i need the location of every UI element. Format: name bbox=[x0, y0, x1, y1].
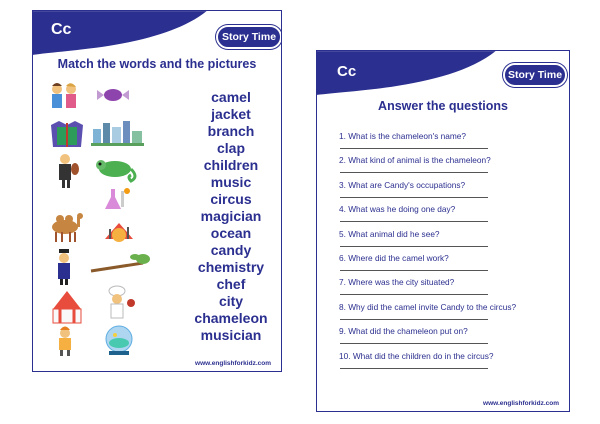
word-item: chameleon bbox=[194, 310, 268, 326]
word-item: city bbox=[218, 293, 244, 309]
city-icon bbox=[91, 121, 144, 146]
answer-line[interactable] bbox=[340, 343, 488, 344]
ocean-icon bbox=[106, 326, 132, 355]
answer-line[interactable] bbox=[340, 197, 488, 198]
question-text: 8. Why did the camel invite Candy to the circus? bbox=[339, 301, 517, 312]
letter-label: Cc bbox=[337, 63, 357, 80]
circus-icon bbox=[53, 291, 81, 323]
question-text: 6. Where did the camel work? bbox=[339, 252, 449, 263]
question-item bbox=[339, 351, 564, 375]
word-item: chemistry bbox=[197, 259, 265, 275]
music-icon bbox=[105, 223, 133, 242]
word-item: jacket bbox=[211, 106, 251, 122]
question-item bbox=[339, 326, 564, 350]
answer-line[interactable] bbox=[340, 270, 488, 271]
word-item: circus bbox=[210, 191, 252, 207]
sheet-title: Answer the questions bbox=[378, 99, 508, 113]
word-item: ocean bbox=[210, 225, 252, 241]
question-item bbox=[339, 277, 564, 301]
question-text: 5. What animal did he see? bbox=[339, 228, 440, 239]
jacket-icon bbox=[51, 121, 83, 147]
word-item: children bbox=[203, 157, 259, 173]
answer-line[interactable] bbox=[340, 368, 488, 369]
word-list bbox=[183, 89, 279, 344]
candy-icon bbox=[97, 89, 129, 101]
questions-worksheet bbox=[316, 50, 570, 412]
answer-line[interactable] bbox=[340, 294, 488, 295]
chameleon-icon bbox=[96, 160, 135, 181]
question-item bbox=[339, 302, 564, 326]
musician-icon bbox=[59, 154, 79, 188]
word-item: branch bbox=[207, 123, 255, 139]
answer-line[interactable] bbox=[340, 148, 488, 149]
question-item bbox=[339, 229, 564, 253]
answer-line[interactable] bbox=[340, 172, 488, 173]
answer-line[interactable] bbox=[340, 246, 488, 247]
sheet-title: Match the words and the pictures bbox=[57, 57, 257, 71]
camel-icon bbox=[52, 213, 83, 242]
chemistry-icon bbox=[105, 188, 130, 209]
word-item: music bbox=[210, 174, 252, 190]
question-text: 2. What kind of animal is the chameleon? bbox=[339, 155, 491, 166]
matching-worksheet bbox=[32, 10, 282, 372]
story-time-badge: Story Time bbox=[216, 25, 282, 49]
question-item bbox=[339, 204, 564, 228]
branch-icon bbox=[91, 254, 150, 271]
word-item: camel bbox=[211, 89, 251, 105]
question-text: 10. What did the children do in the circus? bbox=[339, 350, 494, 361]
children-icon bbox=[52, 83, 76, 108]
letter-label: Cc bbox=[51, 21, 72, 38]
question-item bbox=[339, 131, 564, 155]
question-text: 7. Where was the city situated? bbox=[339, 277, 455, 288]
footer-url: www.englishforkidz.com bbox=[195, 360, 271, 367]
question-item bbox=[339, 180, 564, 204]
question-text: 3. What are Candy's occupations? bbox=[339, 179, 466, 190]
question-item bbox=[339, 155, 564, 179]
magician-icon bbox=[58, 249, 70, 285]
picture-column bbox=[47, 77, 167, 357]
question-item bbox=[339, 253, 564, 277]
word-item: musician bbox=[200, 327, 262, 343]
question-text: 1. What is the chameleon's name? bbox=[339, 131, 467, 141]
footer-url: www.englishforkidz.com bbox=[483, 400, 559, 407]
question-text: 9. What did the chameleon put on? bbox=[339, 326, 468, 337]
story-time-badge: Story Time bbox=[503, 63, 567, 87]
word-item: chef bbox=[216, 276, 246, 292]
question-text: 4. What was he doing one day? bbox=[339, 204, 456, 215]
word-item: magician bbox=[200, 208, 262, 224]
answer-line[interactable] bbox=[340, 221, 488, 222]
question-list bbox=[339, 131, 564, 375]
answer-line[interactable] bbox=[340, 319, 488, 320]
word-item: candy bbox=[210, 242, 252, 258]
chef-icon bbox=[109, 286, 135, 318]
clap-icon bbox=[59, 327, 71, 357]
word-item: clap bbox=[216, 140, 245, 156]
